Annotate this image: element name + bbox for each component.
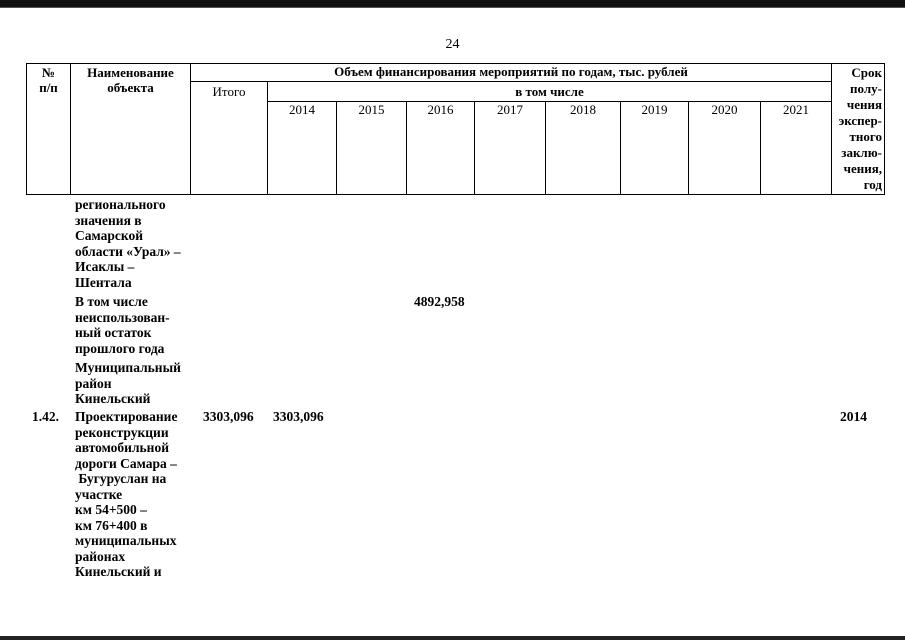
top-scan-border bbox=[0, 0, 905, 7]
year-2017: 2017 bbox=[475, 102, 546, 195]
header-funding: Объем финансирования мероприятий по годам, тыс. рублей bbox=[191, 64, 832, 82]
header-total: Итого bbox=[191, 82, 268, 195]
row-name: Проектирование реконструкции автомобильной дороги Самара – Бугуруслан на участке км 54+500 – км 76+400 в муниципальных районах Кинельский и bbox=[75, 409, 178, 579]
year-2015: 2015 bbox=[337, 102, 407, 195]
row-number: 1.42. bbox=[32, 409, 59, 424]
row-total: 3303,096 bbox=[203, 409, 254, 424]
row-deadline: 2014 bbox=[840, 409, 867, 424]
year-2014: 2014 bbox=[268, 102, 337, 195]
subrow-label: В том числе неиспользован- ный остаток прошлого года bbox=[75, 294, 170, 356]
top-scan-border-shadow bbox=[0, 7, 905, 8]
year-2016: 2016 bbox=[407, 102, 475, 195]
year-2018: 2018 bbox=[546, 102, 621, 195]
row-value-2014: 3303,096 bbox=[273, 409, 324, 424]
bottom-scan-border bbox=[0, 636, 905, 640]
header-name: Наименование объекта bbox=[71, 64, 191, 195]
district-label: Муниципальный район Кинельский bbox=[75, 360, 181, 406]
year-2021: 2021 bbox=[761, 102, 832, 195]
header-table bbox=[26, 63, 885, 195]
page-number: 24 bbox=[445, 37, 460, 52]
year-2019: 2019 bbox=[621, 102, 689, 195]
header-including: в том числе bbox=[268, 82, 832, 102]
header-deadline: Срок полу- чения экспер- тного заклю- чения, год bbox=[832, 64, 885, 195]
continuation-text: регионального значения в Самарской области «Урал» – Исаклы – Шентала bbox=[75, 197, 181, 290]
subrow-value-2016: 4892,958 bbox=[414, 294, 465, 309]
year-2020: 2020 bbox=[689, 102, 761, 195]
header-num: № п/п bbox=[27, 64, 71, 195]
